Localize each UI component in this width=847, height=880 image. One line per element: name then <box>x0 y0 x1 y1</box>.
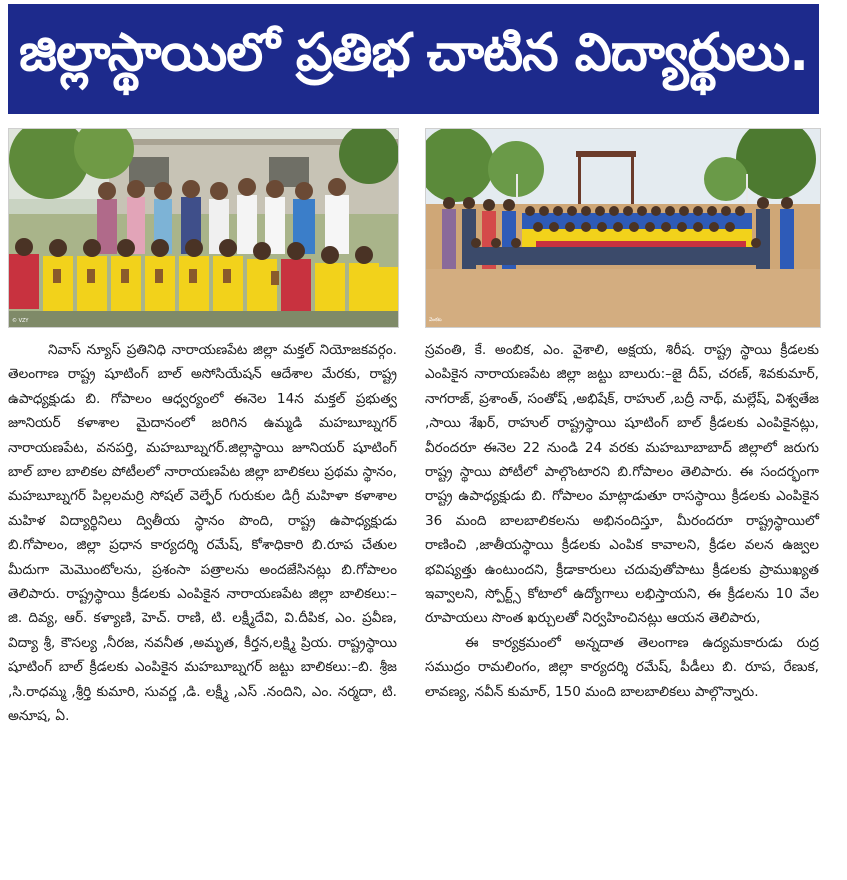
headline: జిల్లాస్థాయిలో ప్రతిభ చాటిన విద్యార్థులు. <box>18 22 809 83</box>
photo-girls-team <box>8 128 399 328</box>
photo-girls-team-illustration <box>9 129 398 327</box>
article-paragraph: ఈ కార్యక్రమంలో అన్నదాత తెలంగాణ ఉద్యమకారుడు రుద్ర సముద్రం రామలింగం, జిల్లా కార్యదర్శి రమేష్, పీడీలు బి. రూప, రేణుక, లావణ్య, నవీన్ కుమార్, 150 మంది బాలబాలికలు పాల్గొన్నారు. <box>425 634 819 700</box>
headline-banner <box>8 4 819 114</box>
article-paragraph: స్రవంతి, కే. అంబిక, ఎం. వైశాలి, అక్షయ, శిరీష. రాష్ట్ర స్థాయి క్రీడలకు ఎంపికైన నారాయణపేట జిల్లా జట్టు బాలురు:–జై దీప్, చరణ్, శివకుమార్, నాగరాజ్, ప్రశాంత్, సంతోష్ ,అభిషేక్, రాహుల్ ,బద్రీ నాథ్, మల్లేష్, విశ్వతేజ ,సాయి శేఖర్, రాహుల్ రాష్ట్రస్థాయి షూటింగ్ బాల్ క్రీడలకు ఎంపికైనట్లు, వీరందరూ ఈనెల 22 నుండి 24 వరకు మహబూబాబాద్ జిల్లాలో జరుగు రాష్ట్ర స్థాయి పోటీలో పాల్గొంటారని బి.గోపాలం తెలిపారు. ఈ సందర్భంగా రాష్ట్ర ఉపాధ్యక్షుడు బి. గోపాలం మాట్లాడుతూ రాసస్థాయి క్రీడలకు ఎంపికైన 36 మంది బాలబాలికలను అభినందిస్తూ, మీరందరూ రాష్ట్రస్థాయిలో రాణించి ,జాతీయస్థాయి క్రీడలకు ఎంపిక కావాలని, క్రీడల వలన ఉజ్వల భవిష్యత్తు ఉంటుందని, క్రీడాకారులు చదువుతోపాటు క్రీడలకు ప్రాముఖ్యత ఇవ్వాలని, స్పోర్ట్స్ కోటాలో ఉద్యోగాలు లభిస్తాయని, ఈ క్రీడలను 10 వేల రూపాయలు సొంత ఖర్చులతో నిర్వహించినట్లు ఆయన తెలిపారు, <box>425 342 819 627</box>
photo-group-all-players <box>425 128 821 328</box>
photo-credit: వెంకట <box>429 317 442 323</box>
photo-group-illustration <box>426 129 820 327</box>
article-paragraph: నివాస్ న్యూస్ ప్రతినిధి నారాయణపేట జిల్లా మక్తల్ నియోజకవర్గం. తెలంగాణ రాష్ట్ర షూటింగ్ బాల్ అసోసియేషన్ ఆదేశాల మేరకు, రాష్ట్ర ఉపాధ్యక్షుడు బి. గోపాలం ఆధ్వర్యంలో ఈనెల 14న మక్తల్ ప్రభుత్వ జూనియర్ కళాశాల మైదానంలో జరిగిన ఉమ్మడి మహబూబ్నగర్ నారాయణపేట, వనపర్తి, మహబూబ్నగర్.జిల్లాస్థాయి జూనియర్ షూటింగ్ బాల్ బాల బాలికల పోటీలలో నారాయణపేట జిల్లా బాలికలు ప్రథమ స్థానం, మహబూబ్నగర్ పిల్లలమర్రి సోషల్ వెల్ఫేర్ గురుకుల డిగ్రీ మహిళా కళాశాల మహిళ విద్యార్థినిలు ద్వితీయ స్థానం పొంది, రాష్ట్ర ఉపాధ్యక్షుడు బి.గోపాలం, జిల్లా ప్రధాన కార్యదర్శి రమేష్, కోశాధికారి బి.రూప చేతుల మీదుగా మెమొంటోలను, ప్రశంసా పత్రాలను అందజేసినట్లు బి.గోపాలం తెలిపారు. రాష్ట్రస్థాయి క్రీడలకు ఎంపికైన నారాయణపేట జిల్లా బాలికలు:– జి. దివ్య, ఆర్. కళ్యాణి, హెచ్. రాణి, టి. లక్ష్మీదేవి, వి.దీపిక, ఎం. ప్రవీణ, విద్యా శ్రీ, కౌసల్య ,నీరజ, నవనీత ,అమృత, కీర్తన,లక్ష్మి ప్రియ. రాష్ట్రస్థాయి షూటింగ్ బాల్ క్రీడలకు ఎంపికైన మహబూబ్నగర్ జట్టు బాలికలు:–బి. శ్రీజ ,సి.రాధమ్మ ,శ్రీర్తి కుమారి, సువర్ణ ,డి. లక్ష్మీ ,ఎస్ .నందిని, ఎం. నర్మదా, టి. అనూష, ఏ. <box>8 342 397 725</box>
photo-credit: © VZY <box>12 318 29 324</box>
article-column-right <box>425 338 819 704</box>
article-column-left <box>8 338 397 729</box>
